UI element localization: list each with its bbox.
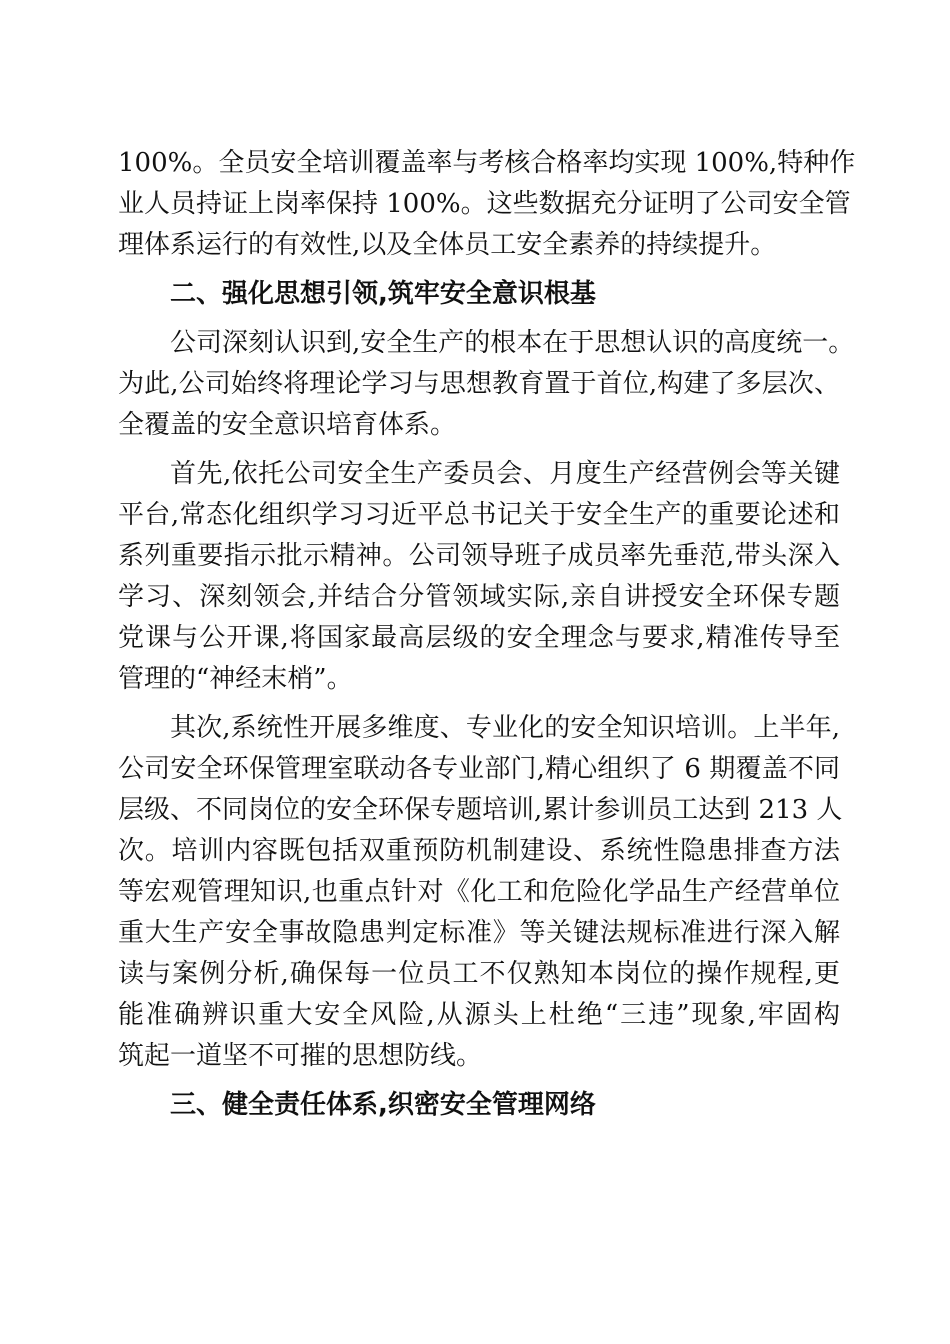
text-line: 党课与公开课,将国家最高层级的安全理念与要求,精准传导至	[118, 623, 840, 653]
text-line: 等宏观管理知识,也重点针对《化工和危险化学品生产经营单位	[118, 877, 840, 907]
paragraph-first-measure	[118, 454, 840, 700]
paragraph-awareness	[118, 323, 855, 446]
text-line: 筑起一道坚不可摧的思想防线。	[118, 1041, 483, 1071]
text-line: 100%。全员安全培训覆盖率与考核合格率均实现 100%,特种作	[118, 148, 856, 178]
document-body	[118, 143, 856, 1134]
text-line: 次。培训内容既包括双重预防机制建设、系统性隐患排查方法	[118, 836, 840, 866]
text-line: 其次,系统性开展多维度、专业化的安全知识培训。上半年,	[170, 713, 840, 743]
text-line: 管理的“神经末梢”。	[118, 664, 353, 694]
text-line: 层级、不同岗位的安全环保专题培训,累计参训员工达到 213 人	[118, 795, 843, 825]
text-line: 读与案例分析,确保每一位员工不仅熟知本岗位的操作规程,更	[118, 959, 840, 989]
paragraph-intro-continued	[118, 143, 856, 266]
text-line: 重大生产安全事故隐患判定标准》等关键法规标准进行深入解	[118, 918, 840, 948]
text-line: 公司深刻认识到,安全生产的根本在于思想认识的高度统一。	[170, 328, 855, 358]
text-line: 首先,依托公司安全生产委员会、月度生产经营例会等关键	[170, 459, 840, 489]
text-line: 业人员持证上岗率保持 100%。这些数据充分证明了公司安全管	[118, 189, 851, 219]
section-heading-three: 三、健全责任体系,织密安全管理网络	[170, 1090, 596, 1120]
text-line: 为此,公司始终将理论学习与思想教育置于首位,构建了多层次、	[118, 369, 840, 399]
text-line: 能准确辨识重大安全风险,从源头上杜绝“三违”现象,牢固构	[118, 1000, 840, 1030]
text-line: 平台,常态化组织学习习近平总书记关于安全生产的重要论述和	[118, 500, 840, 530]
text-line: 学习、深刻领会,并结合分管领域实际,亲自讲授安全环保专题	[118, 582, 840, 612]
text-line: 公司安全环保管理室联动各专业部门,精心组织了 6 期覆盖不同	[118, 754, 840, 784]
text-line: 全覆盖的安全意识培育体系。	[118, 410, 457, 440]
paragraph-second-measure	[118, 708, 843, 1077]
text-line: 理体系运行的有效性,以及全体员工安全素养的持续提升。	[118, 230, 777, 260]
text-line: 系列重要指示批示精神。公司领导班子成员率先垂范,带头深入	[118, 541, 840, 571]
section-heading-two: 二、强化思想引领,筑牢安全意识根基	[170, 279, 596, 309]
